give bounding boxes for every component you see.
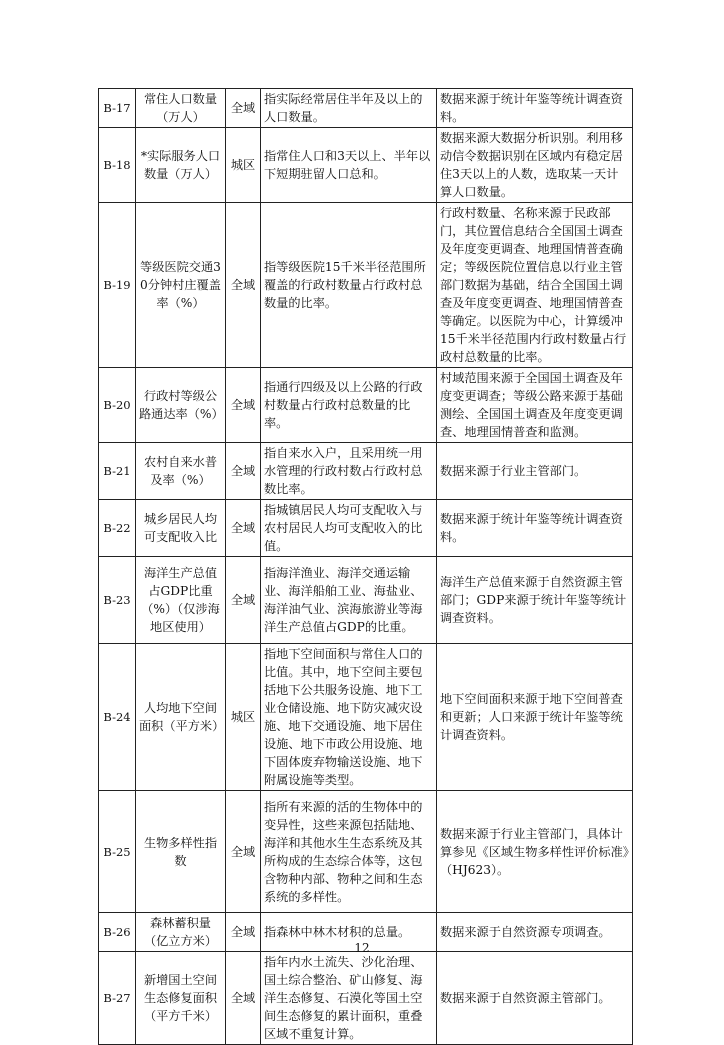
- table-row: [99, 644, 633, 791]
- indicator-name-cell: 海洋生产总值占GDP比重（%）（仅涉海地区使用）: [136, 557, 226, 644]
- table-row: [99, 128, 633, 203]
- indicator-name-cell: 人均地下空间面积（平方米）: [136, 644, 226, 791]
- table-row: [99, 952, 633, 1045]
- indicator-code-cell: B-26: [99, 913, 136, 952]
- table-row: [99, 203, 633, 368]
- indicator-code-cell: B-22: [99, 500, 136, 557]
- indicator-definition-cell: 指森林中林木材积的总量。: [261, 913, 437, 952]
- table-row: [99, 791, 633, 913]
- indicator-name-cell: 城乡居民人均可支配收入比: [136, 500, 226, 557]
- indicator-source-cell: 村域范围来源于全国国土调查及年度变更调查；等级公路来源于基础测绘、全国国土调查及年度变更调查、地理国情普查和监测。: [437, 368, 633, 443]
- indicator-code-cell: B-21: [99, 443, 136, 500]
- indicator-definition-cell: 指地下空间面积与常住人口的比值。其中，地下空间主要包括地下公共服务设施、地下工业仓储设施、地下防灾减灾设施、地下交通设施、地下居住设施、地下市政公用设施、地下固体废弃物输送设施、地下附属设施等类型。: [261, 644, 437, 791]
- indicator-name-cell: 森林蓄积量（亿立方米）: [136, 913, 226, 952]
- indicator-source-cell: 数据来源于统计年鉴等统计调查资料。: [437, 500, 633, 557]
- indicator-table-body: [99, 89, 633, 1045]
- indicator-source-cell: 行政村数量、名称来源于民政部门，其位置信息结合全国国土调查及年度变更调查、地理国情普查确定；等级医院位置信息以行业主管部门数据为基础，结合全国国土调查及年度变更调查、地理国情普查等确定。以医院为中心，计算缓冲15千米半径范围内行政村数量占行政村总数量的比率。: [437, 203, 633, 368]
- indicator-definition-cell: 指通行四级及以上公路的行政村数量占行政村总数量的比率。: [261, 368, 437, 443]
- indicator-scope-cell: 全域: [226, 368, 261, 443]
- indicator-name-cell: 新增国土空间生态修复面积（平方千米）: [136, 952, 226, 1045]
- indicator-name-cell: *实际服务人口数量（万人）: [136, 128, 226, 203]
- indicator-definition-cell: 指所有来源的活的生物体中的变异性，这些来源包括陆地、海洋和其他水生生态系统及其所构成的生态综合体等，这包含物种内部、物种之间和生态系统的多样性。: [261, 791, 437, 913]
- indicator-scope-cell: 全域: [226, 89, 261, 128]
- indicator-scope-cell: 城区: [226, 128, 261, 203]
- indicator-scope-cell: 全域: [226, 500, 261, 557]
- indicator-code-cell: B-24: [99, 644, 136, 791]
- indicator-scope-cell: 全域: [226, 203, 261, 368]
- indicator-definition-cell: 指年内水土流失、沙化治理、国土综合整治、矿山修复、海洋生态修复、石漠化等国土空间生态修复的累计面积，重叠区域不重复计算。: [261, 952, 437, 1045]
- indicator-name-cell: 行政村等级公路通达率（%）: [136, 368, 226, 443]
- indicator-source-cell: 地下空间面积来源于地下空间普查和更新；人口来源于统计年鉴等统计调查资料。: [437, 644, 633, 791]
- indicator-definition-cell: 指海洋渔业、海洋交通运输业、海洋船舶工业、海盐业、海洋油气业、滨海旅游业等海洋生产总值占GDP的比重。: [261, 557, 437, 644]
- indicator-scope-cell: 全域: [226, 443, 261, 500]
- indicator-scope-cell: 全域: [226, 952, 261, 1045]
- indicator-name-cell: 农村自来水普及率（%）: [136, 443, 226, 500]
- indicator-code-cell: B-20: [99, 368, 136, 443]
- indicator-name-cell: 生物多样性指数: [136, 791, 226, 913]
- indicator-source-cell: 数据来源于行业主管部门。: [437, 443, 633, 500]
- indicator-scope-cell: 城区: [226, 644, 261, 791]
- indicator-code-cell: B-23: [99, 557, 136, 644]
- indicator-definition-cell: 指常住人口和3天以上、半年以下短期驻留人口总和。: [261, 128, 437, 203]
- indicator-scope-cell: 全域: [226, 557, 261, 644]
- indicator-table: [98, 88, 633, 1045]
- table-row: [99, 368, 633, 443]
- table-row: [99, 89, 633, 128]
- indicator-definition-cell: 指等级医院15千米半径范围所覆盖的行政村数量占行政村总数量的比率。: [261, 203, 437, 368]
- indicator-name-cell: 等级医院交通30分钟村庄覆盖率（%）: [136, 203, 226, 368]
- indicator-source-cell: 数据来源于自然资源主管部门。: [437, 952, 633, 1045]
- indicator-definition-cell: 指城镇居民人均可支配收入与农村居民人均可支配收入的比值。: [261, 500, 437, 557]
- indicator-scope-cell: 全域: [226, 791, 261, 913]
- page-number: 12: [354, 941, 370, 955]
- indicator-code-cell: B-18: [99, 128, 136, 203]
- indicator-definition-cell: 指实际经常居住半年及以上的人口数量。: [261, 89, 437, 128]
- table-row: [99, 557, 633, 644]
- indicator-source-cell: 数据来源于统计年鉴等统计调查资料。: [437, 89, 633, 128]
- indicator-code-cell: B-27: [99, 952, 136, 1045]
- indicator-source-cell: 数据来源于自然资源专项调查。: [437, 913, 633, 952]
- indicator-code-cell: B-19: [99, 203, 136, 368]
- indicator-scope-cell: 全域: [226, 913, 261, 952]
- indicator-definition-cell: 指自来水入户，且采用统一用水管理的行政村数占行政村总数比率。: [261, 443, 437, 500]
- indicator-name-cell: 常住人口数量（万人）: [136, 89, 226, 128]
- table-row: [99, 443, 633, 500]
- indicator-code-cell: B-25: [99, 791, 136, 913]
- indicator-source-cell: 数据来源于行业主管部门，具体计算参见《区域生物多样性评价标准》（HJ623）。: [437, 791, 633, 913]
- indicator-source-cell: 数据来源大数据分析识别。利用移动信令数据识别在区域内有稳定居住3天以上的人数，选取某一天计算人口数量。: [437, 128, 633, 203]
- indicator-code-cell: B-17: [99, 89, 136, 128]
- table-row: [99, 500, 633, 557]
- indicator-source-cell: 海洋生产总值来源于自然资源主管部门；GDP来源于统计年鉴等统计调查资料。: [437, 557, 633, 644]
